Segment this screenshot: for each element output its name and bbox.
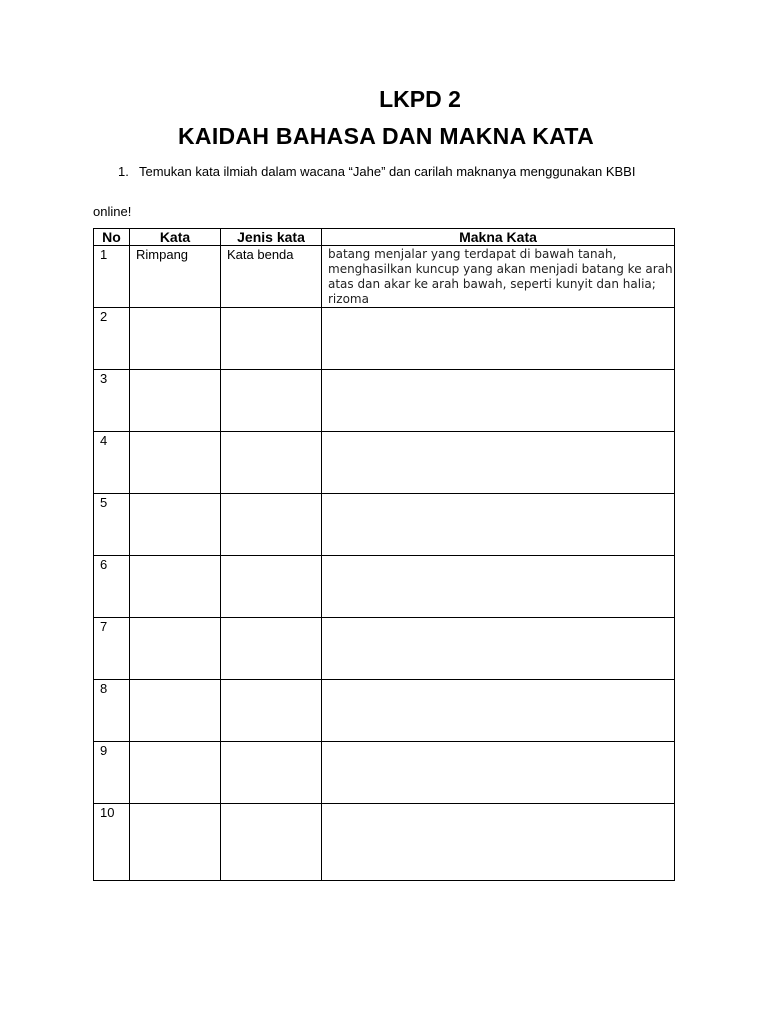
cell-makna-kata bbox=[322, 432, 675, 494]
table-header-row bbox=[94, 229, 675, 246]
table-row bbox=[94, 308, 675, 370]
cell-jenis-kata bbox=[221, 432, 322, 494]
table-row bbox=[94, 556, 675, 618]
cell-jenis-kata bbox=[221, 556, 322, 618]
cell-makna-kata bbox=[322, 556, 675, 618]
cell-no: 9 bbox=[94, 742, 130, 804]
table-row bbox=[94, 494, 675, 556]
cell-no: 6 bbox=[94, 556, 130, 618]
cell-jenis-kata bbox=[221, 370, 322, 432]
instruction-item bbox=[118, 164, 674, 179]
header-kata: Kata bbox=[130, 229, 221, 246]
cell-no: 10 bbox=[94, 804, 130, 881]
cell-jenis-kata bbox=[221, 494, 322, 556]
table-row bbox=[94, 618, 675, 680]
cell-jenis-kata bbox=[221, 742, 322, 804]
cell-jenis-kata: Kata benda bbox=[221, 246, 322, 308]
table-row bbox=[94, 742, 675, 804]
cell-makna-kata bbox=[322, 308, 675, 370]
cell-kata bbox=[130, 742, 221, 804]
cell-jenis-kata bbox=[221, 804, 322, 881]
cell-no: 1 bbox=[94, 246, 130, 308]
instruction-number: 1. bbox=[118, 164, 129, 179]
cell-no: 2 bbox=[94, 308, 130, 370]
table-row bbox=[94, 804, 675, 881]
cell-jenis-kata bbox=[221, 308, 322, 370]
cell-kata bbox=[130, 370, 221, 432]
cell-no: 5 bbox=[94, 494, 130, 556]
cell-kata bbox=[130, 804, 221, 881]
cell-makna-kata bbox=[322, 680, 675, 742]
header-jenis-kata: Jenis kata bbox=[221, 229, 322, 246]
cell-makna-kata bbox=[322, 804, 675, 881]
cell-kata bbox=[130, 494, 221, 556]
cell-makna-kata bbox=[322, 494, 675, 556]
cell-kata bbox=[130, 308, 221, 370]
vocabulary-table bbox=[93, 228, 675, 881]
cell-makna-kata bbox=[322, 370, 675, 432]
page-title: LKPD 2 bbox=[379, 86, 461, 112]
cell-kata: Rimpang bbox=[130, 246, 221, 308]
header-no: No bbox=[94, 229, 130, 246]
cell-kata bbox=[130, 432, 221, 494]
cell-no: 7 bbox=[94, 618, 130, 680]
header-makna-kata: Makna Kata bbox=[322, 229, 675, 246]
cell-no: 3 bbox=[94, 370, 130, 432]
cell-makna-kata bbox=[322, 618, 675, 680]
cell-kata bbox=[130, 618, 221, 680]
table-row bbox=[94, 370, 675, 432]
cell-kata bbox=[130, 556, 221, 618]
table-row bbox=[94, 432, 675, 494]
cell-no: 8 bbox=[94, 680, 130, 742]
cell-jenis-kata bbox=[221, 680, 322, 742]
cell-makna-kata bbox=[322, 742, 675, 804]
table-row bbox=[94, 680, 675, 742]
instruction-text: Temukan kata ilmiah dalam wacana “Jahe” dan carilah maknanya menggunakan KBBI bbox=[139, 164, 636, 179]
page-subtitle: KAIDAH BAHASA DAN MAKNA KATA bbox=[178, 123, 594, 149]
cell-kata bbox=[130, 680, 221, 742]
cell-no: 4 bbox=[94, 432, 130, 494]
cell-makna-kata: batang menjalar yang terdapat di bawah tanah, menghasilkan kuncup yang akan menjadi batang ke arah atas dan akar ke arah bawah, seperti kunyit dan halia; rizoma bbox=[322, 246, 675, 308]
cell-jenis-kata bbox=[221, 618, 322, 680]
instruction-continuation: online! bbox=[93, 204, 132, 219]
table-row bbox=[94, 246, 675, 308]
